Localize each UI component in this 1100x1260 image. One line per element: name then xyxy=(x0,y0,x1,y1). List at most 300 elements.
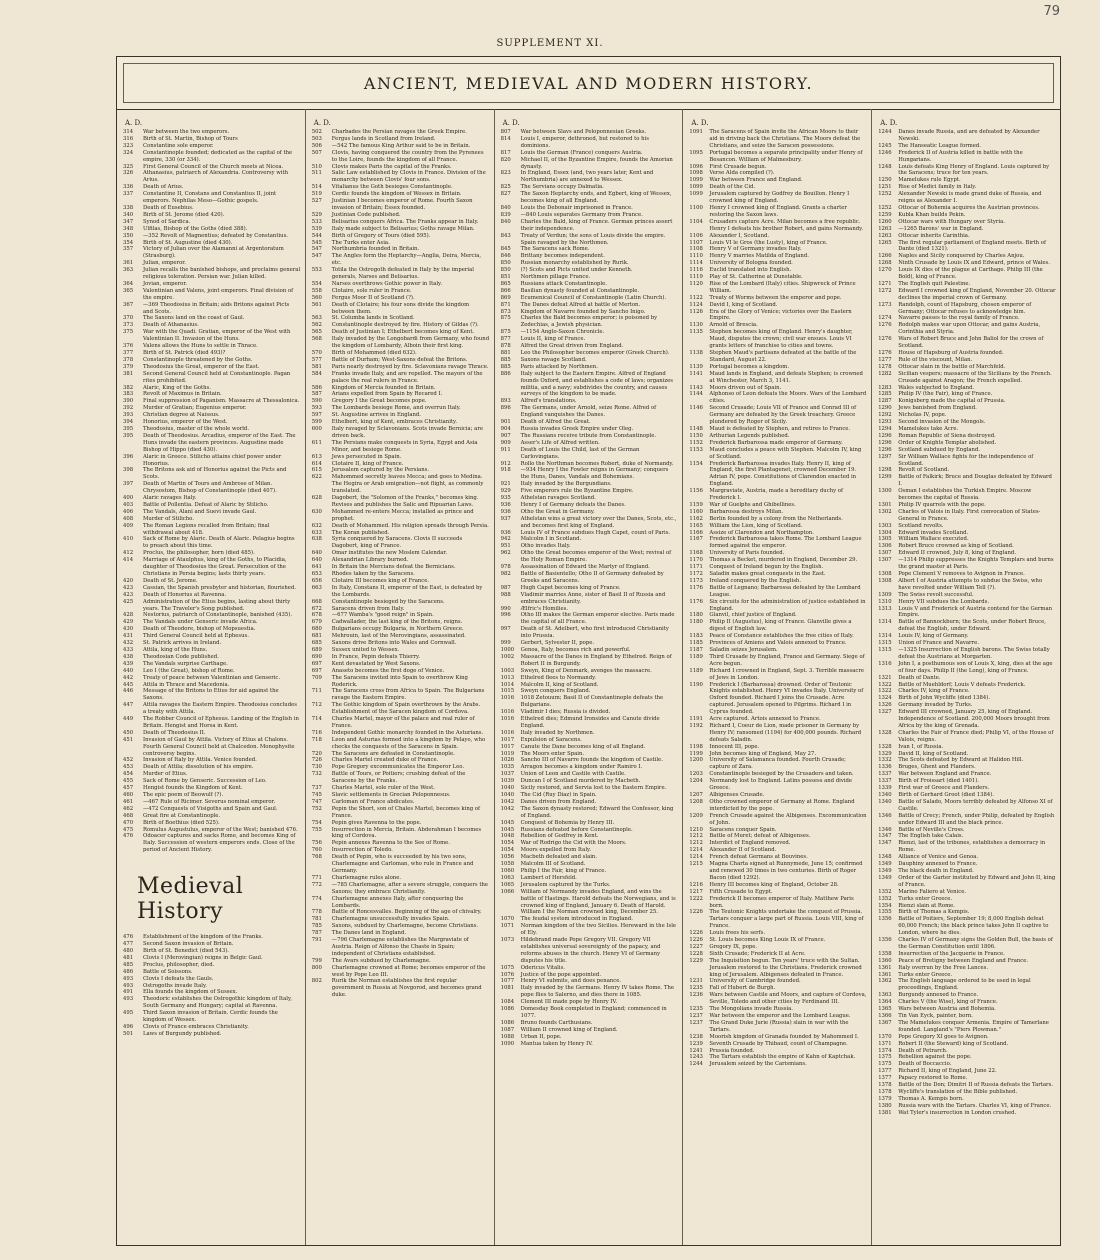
entry-year: 1042 xyxy=(500,798,515,805)
history-entry xyxy=(312,827,490,841)
entry-text: Birth of Thomas a Kempis. xyxy=(898,909,970,916)
entry-year: 501 xyxy=(123,1030,134,1037)
history-entry xyxy=(689,295,867,302)
history-entry xyxy=(312,302,490,316)
entry-year: 539 xyxy=(311,225,322,232)
history-entry xyxy=(312,474,490,495)
entry-year: 565 xyxy=(311,329,322,336)
history-entry xyxy=(878,1020,1056,1034)
entries-list xyxy=(878,129,1056,1117)
title-band xyxy=(117,57,1060,110)
entry-year: 1241 xyxy=(689,1047,703,1054)
history-entry xyxy=(123,1031,301,1038)
entry-year: 1162 xyxy=(689,515,703,522)
entry-text: Sack of Rome by Genseric. Succession of Leo. xyxy=(143,778,267,785)
entry-text: The Danes defeat Alfred at battle of Merton. xyxy=(520,301,641,308)
history-entry xyxy=(501,281,679,288)
entry-text: Italy ravaged by Sclavonians. Scots invade Bernicia; are driven back. xyxy=(331,425,483,439)
entry-text: Death of Athanasius. xyxy=(143,322,199,329)
entry-text: Moorish kingdom of Granada founded by Mahommed I. xyxy=(709,1033,859,1040)
entry-text: —840 Louis separates Germany from France. xyxy=(520,211,643,218)
entry-text: Crusaders capture Acre. Milan becomes a free republic. Henry I defeats his brother Robert, and gains Normandy. xyxy=(709,218,864,232)
entry-text: Frederick II becomes emperor of Italy. Matthew Paris born. xyxy=(709,895,854,909)
entry-text: Urban II, pope. xyxy=(520,1033,562,1040)
history-entry xyxy=(123,170,301,184)
entry-text: Independent Gothic monarchy founded in the Asturians. xyxy=(331,729,484,736)
entry-text: Cassian, the Spanish presbyter and historian, flourished. xyxy=(143,584,297,591)
entry-year: 1299 xyxy=(878,474,892,481)
history-entry xyxy=(123,433,301,454)
entry-text: Italy invaded by the Germans. Henry IV takes Rome. The pope flies to Salerno, and dies there in 1085. xyxy=(520,985,674,999)
entry-year: 381 xyxy=(123,370,134,377)
entry-year: 772 xyxy=(311,881,322,888)
entry-year: 1298 xyxy=(878,467,892,474)
entry-year: 1273 xyxy=(878,301,892,308)
entry-text: Moors driven out of Spain. xyxy=(709,384,782,391)
history-entry xyxy=(501,488,679,495)
entry-year: 325 xyxy=(123,163,134,170)
entry-text: Norman kingdom of the two Sicilies. Hereward in the Isle of Ely. xyxy=(520,923,677,937)
entry-year: 433 xyxy=(123,646,134,653)
entry-year: 544 xyxy=(311,232,322,239)
entry-text: University of Salamanca founded. Fourth Crusade; capture of Zara. xyxy=(709,757,846,771)
columns xyxy=(117,109,1060,1245)
history-entry xyxy=(501,668,679,675)
entry-year: 533 xyxy=(311,218,322,225)
entry-text: (?) Scots and Picts united under Kenneth. xyxy=(520,267,633,274)
entry-text: Marino Faliero at Venice. xyxy=(898,888,967,895)
entry-text: Alfred the Great driven from England. xyxy=(520,343,624,350)
history-entry xyxy=(123,626,301,633)
history-entry xyxy=(501,1034,679,1041)
entry-year: 936 xyxy=(500,501,511,508)
entry-text: Russia wars with the Tartars. Charles VI, king of France. xyxy=(898,1102,1052,1109)
entry-text: Kent devastated by West Saxons. xyxy=(331,660,421,667)
history-entry xyxy=(123,212,301,219)
history-entry xyxy=(312,785,490,792)
column-4 xyxy=(683,109,872,1245)
entry-text: Verse Alda compiled (?). xyxy=(709,170,775,177)
entry-year: 873 xyxy=(500,308,511,315)
history-entry xyxy=(878,509,1056,523)
entry-year: 450 xyxy=(123,729,134,736)
entry-text: Victory of Julian over the Alamanni at Argentoratum (Strasburg). xyxy=(143,246,284,260)
entry-text: Turks enter Greece. xyxy=(898,895,953,902)
entry-year: 697 xyxy=(311,667,322,674)
entry-text: Era of the Glory of Venice; victories over the Eastern Empire. xyxy=(709,308,852,322)
entry-year: 1349 xyxy=(878,867,892,874)
history-entry xyxy=(501,640,679,647)
entry-year: 1327 xyxy=(878,709,892,716)
entry-year: 697 xyxy=(311,660,322,667)
entry-year: 781 xyxy=(311,916,322,923)
entry-text: Edward I crowned king of England, November 20. Ottocar declines the imperial crown of Germany. xyxy=(898,287,1056,301)
entry-text: Henry VII subdues the Lombards. xyxy=(898,598,990,605)
entry-text: —1154 Anglo-Saxon Chronicle. xyxy=(520,329,605,336)
entry-year: 613 xyxy=(311,453,322,460)
entry-text: Ulfilas, Bishop of the Goths (died 388). xyxy=(143,225,248,232)
entry-text: Ottocar inherits Carinthia. xyxy=(898,232,970,239)
history-entry xyxy=(123,523,301,537)
entry-text: Canute the Dane becomes king of all England. xyxy=(520,743,646,750)
entry-text: The Saracens are defeated in Constantinople. xyxy=(331,750,455,757)
entry-year: 1314 xyxy=(878,619,892,626)
entry-text: Kubla Khan builds Pekin. xyxy=(898,211,966,218)
history-entry xyxy=(689,433,867,440)
entry-year: 877 xyxy=(500,336,511,343)
entry-text: Margraviate, Austria, made a hereditary duchy of Frederick I. xyxy=(709,488,843,502)
entry-year: 337 xyxy=(123,191,134,198)
entry-text: The Germans, under Arnold, seize Rome. Alfred of England vanquishes the Danes. xyxy=(520,405,657,419)
entry-text: Bruno founds Carthusians. xyxy=(520,1019,593,1026)
entry-year: 468 xyxy=(123,812,134,819)
entry-text: Death of Martin of Tours and Ambrose of Milan. Chrysostom, Bishop of Constantinople (died 407). xyxy=(143,481,277,495)
entry-year: 1297 xyxy=(878,453,892,460)
history-entry xyxy=(689,364,867,371)
entry-year: 630 xyxy=(311,508,322,515)
entry-text: Ivan I, of Russia. xyxy=(898,743,944,750)
entry-year: 689 xyxy=(311,646,322,653)
history-entry xyxy=(312,564,490,571)
entry-text: Wales subjected to England. xyxy=(898,384,975,391)
entry-text: Louis I, emperor, dethroned, but restored to his dominions. xyxy=(520,135,649,149)
entry-text: Moors expelled from Italy. xyxy=(520,847,592,854)
history-entry xyxy=(312,585,490,599)
history-entry xyxy=(501,461,679,468)
history-entry xyxy=(312,150,490,164)
history-entry xyxy=(312,916,490,923)
history-entry xyxy=(123,833,301,854)
column-1 xyxy=(117,109,306,1245)
entry-text: War with the Quadi. Gratian, emperor of the West with Valentinian II. Invasion of the Huns. xyxy=(143,329,291,343)
history-entry xyxy=(501,398,679,405)
entry-text: The black death in England. xyxy=(898,867,974,874)
history-entry xyxy=(878,543,1056,550)
history-entry xyxy=(878,709,1056,730)
history-entry xyxy=(878,1096,1056,1103)
entry-text: Justinian I becomes emperor of Rome. Fourth Saxon invasion of Britain; Essex founded. xyxy=(331,198,473,211)
entry-year: 1251 xyxy=(878,184,892,191)
entry-year: 663 xyxy=(311,584,322,591)
entry-year: 1346 xyxy=(878,826,892,833)
entry-year: 1056 xyxy=(500,854,515,861)
entry-year: 547 xyxy=(311,253,322,260)
history-entry xyxy=(878,433,1056,440)
history-entry xyxy=(312,357,490,364)
entry-year: 1198 xyxy=(689,743,703,750)
entry-text: Konigsberg made the capital of Prussia. xyxy=(898,398,1006,405)
entry-text: The Cid (Ruy Diaz) in Spain. xyxy=(520,792,597,798)
entry-text: Pepin annexes Ravenna to the See of Rome. xyxy=(331,840,450,847)
history-entry xyxy=(312,454,490,461)
history-entry xyxy=(312,930,490,937)
history-entry xyxy=(312,619,490,626)
entry-text: Malcolm I in Scotland. xyxy=(520,536,582,543)
history-entry xyxy=(689,246,867,253)
entry-year: 462 xyxy=(123,805,134,812)
entry-text: David II, king of Scotland. xyxy=(898,750,969,757)
entry-year: 846 xyxy=(500,253,511,260)
history-entry xyxy=(312,329,490,336)
entry-year: 570 xyxy=(311,350,322,356)
history-entry xyxy=(501,184,679,191)
entry-text: In Britain the Mercians defeat the Bernicians. xyxy=(331,564,456,571)
history-entry xyxy=(689,281,867,295)
entry-year: 1246 xyxy=(878,149,892,156)
history-entry xyxy=(878,744,1056,751)
entry-text: Omar institutes the new Moslem Calendar. xyxy=(331,550,448,557)
history-entry xyxy=(312,626,490,633)
entry-text: Peace of Constance establishes the free cities of Italy. xyxy=(709,633,854,640)
entry-text: Nicholas IV, pope. xyxy=(898,412,947,419)
history-entry xyxy=(123,364,301,371)
entry-text: Totila the Ostrogoth defeated in Italy by the imperial generals, Narses and Belisarius. xyxy=(331,267,474,281)
entry-text: —542 The famous King Arthur said to be in Britain. xyxy=(331,142,471,149)
entry-text: Clovis I (Merovingian) reigns in Belgic Gaul. xyxy=(143,954,263,961)
entry-text: Second Crusade; Louis VII of France and Conrad III of Germany are defeated by the Greek treachery. Greece plundered by Roger of Sicily. xyxy=(709,405,857,426)
entry-text: Death of Theodore, bishop of Mopsuestia. xyxy=(143,626,256,633)
history-entry xyxy=(501,550,679,564)
entry-text: William Wallace executed. xyxy=(898,536,969,543)
entry-year: 850 xyxy=(500,260,511,267)
entry-text: Death of Eusebius. xyxy=(143,204,194,211)
entry-year: 807 xyxy=(500,129,511,135)
entry-year: 1263 xyxy=(878,225,892,232)
entry-year: 814 xyxy=(500,135,511,142)
entry-text: Battle of Muret; defeat of Albigenses. xyxy=(709,833,811,840)
entry-year: 1360 xyxy=(878,957,892,964)
history-entry xyxy=(878,447,1056,454)
history-entry xyxy=(123,454,301,468)
entry-year: 1114 xyxy=(689,260,703,267)
entry-text: Northumbria founded in Britain. xyxy=(331,246,420,253)
entry-year: 869 xyxy=(500,294,511,301)
entry-text: Ethelbert, king of Kent, embraces Christianity. xyxy=(331,419,458,426)
entry-text: First war of Greece and Flanders. xyxy=(898,785,990,792)
history-entry xyxy=(689,322,867,329)
entry-text: Wat Tyler's insurrection in London crushed. xyxy=(898,1109,1017,1116)
history-entry xyxy=(123,143,301,150)
entry-year: 1250 xyxy=(878,177,892,184)
history-entry xyxy=(878,557,1056,571)
entry-year: 1124 xyxy=(689,301,703,308)
entry-year: 1378 xyxy=(878,1082,892,1089)
entry-year: 1016 xyxy=(500,729,515,736)
entry-text: Julian, emperor. xyxy=(143,260,186,267)
history-entry xyxy=(878,267,1056,281)
history-entry xyxy=(501,315,679,329)
entry-year: 357 xyxy=(123,246,134,253)
history-entry xyxy=(501,744,679,751)
history-entry xyxy=(501,274,679,281)
entry-text: Scotland subdued by England. xyxy=(898,446,981,453)
entry-text: Charles Martel created duke of France. xyxy=(331,757,439,764)
history-entry xyxy=(123,941,301,948)
entry-text: Ireland conquered by the English. xyxy=(709,577,802,584)
entry-year: 392 xyxy=(123,405,134,412)
entry-text: Glanvil, chief justice of England. xyxy=(709,612,797,619)
entry-year: 1237 xyxy=(689,1013,703,1019)
history-entry xyxy=(501,516,679,530)
entry-text: Birth of Gerhard Groot (died 1384). xyxy=(898,792,994,798)
history-entry xyxy=(312,792,490,799)
entry-text: Charles of Valois in Italy. First convocation of States-General in France. xyxy=(898,508,1041,522)
history-entry xyxy=(501,502,679,509)
entry-text: Establishment of the kingdom of the Franks. xyxy=(143,934,263,941)
entry-year: 475 xyxy=(123,826,134,833)
entry-year: 1042 xyxy=(500,805,515,812)
history-entry xyxy=(312,806,490,820)
entry-year: 918 xyxy=(500,467,511,474)
entry-text: Rebellion of Godfrey in Kent. xyxy=(520,833,599,840)
entry-text: Sweyn conquers England. xyxy=(520,688,591,695)
entry-year: 1216 xyxy=(689,881,703,888)
entry-year: 496 xyxy=(123,1023,134,1030)
entry-year: 1271 xyxy=(878,280,892,287)
history-entry xyxy=(689,585,867,599)
entry-year: 1270 xyxy=(878,267,892,274)
entry-year: 754 xyxy=(311,819,322,826)
entry-year: 1287 xyxy=(878,398,892,405)
entry-text: Saxons, subdued by Charlemagne, become Christians. xyxy=(331,923,479,930)
entry-text: Invasion of Gaul by Attila. Victory of Etius at Chalons. Fourth General Council held at Chalcedon. Monophysite controversy begins. xyxy=(143,736,295,757)
history-entry xyxy=(123,516,301,523)
entry-text: Valentinian and Valens, joint emperors. Final division of the empire. xyxy=(143,287,294,301)
history-entry xyxy=(689,958,867,979)
entry-year: 1185 xyxy=(689,640,703,647)
history-entry xyxy=(312,267,490,281)
entry-text: The English take Calais. xyxy=(898,833,964,840)
entry-text: Michael II, of the Byzantine Empire, founds the Amorian dynasty. xyxy=(520,156,673,170)
entry-text: Union of Leon and Castile with Castile. xyxy=(520,771,626,778)
history-entry xyxy=(689,847,867,854)
history-entry xyxy=(878,129,1056,143)
history-entry xyxy=(123,405,301,412)
history-entry xyxy=(878,150,1056,164)
entry-text: The Vandals, Alani and Suevi invade Gaul. xyxy=(143,508,257,515)
entry-year: 1364 xyxy=(878,999,892,1006)
entry-text: The Mamelukes conquer Armenia. Empire of Tamerlane founded. Langland's "Piers Plowman." xyxy=(898,1019,1049,1033)
entry-text: John becomes king of England, May 27. xyxy=(709,750,817,757)
history-entry xyxy=(501,364,679,371)
entry-year: 875 xyxy=(500,315,511,322)
entry-text: Philip IV (the Fair), king of France. xyxy=(898,391,993,398)
entry-text: Pope Gregory XI goes to Avignon. xyxy=(898,1033,989,1040)
entry-text: Leon and Asturias formed into a kingdom by Pelayo, who checks the conquests of the Saracens in Spain. xyxy=(331,736,486,750)
history-entry xyxy=(689,260,867,267)
entry-year: 711 xyxy=(311,688,322,695)
entry-text: Death of Mohammed. His religion spreads through Persia. xyxy=(331,522,489,529)
history-entry xyxy=(878,1068,1056,1075)
entry-text: Cerdic founds the kingdom of Wessex in Britain. xyxy=(331,191,462,198)
history-entry xyxy=(123,260,301,267)
entry-text: Henry V marries Matilda of England. xyxy=(709,253,809,260)
history-entry xyxy=(689,833,867,840)
entry-year: 1374 xyxy=(878,1047,892,1054)
entry-text: Justinian Code published. xyxy=(331,211,401,218)
entry-year: 1266 xyxy=(878,253,892,260)
entry-text: French defeat Germans at Bouvines. xyxy=(709,854,808,861)
history-entry xyxy=(878,778,1056,785)
entry-year: 323 xyxy=(123,142,134,149)
entry-text: Philip IV quarrels with the pope. xyxy=(898,501,986,508)
entry-text: Charlemagne crowned at Rome; becomes emperor of the west by Pope Leo III. xyxy=(331,964,486,978)
entry-year: 1017 xyxy=(500,736,515,743)
history-entry xyxy=(689,205,867,219)
history-entry xyxy=(878,909,1056,916)
history-entry xyxy=(123,578,301,585)
entry-year: 1148 xyxy=(689,425,703,432)
entry-year: 397 xyxy=(123,481,134,488)
entry-text: Frederick Barbarossa takes Rome. The Lombard League formed against the emperor. xyxy=(709,536,862,550)
history-entry xyxy=(312,965,490,979)
entry-text: Rurik the Norman establishes the first regular government in Russia at Novgorod, and becomes grand duke. xyxy=(331,978,482,999)
entry-text: Genoa, Italy, becomes rich and powerful. xyxy=(520,646,631,653)
entry-text: Anaseto becomes the first doge of Venice. xyxy=(331,667,445,674)
history-entry xyxy=(501,999,679,1006)
column-3 xyxy=(495,109,684,1245)
entry-year: 896 xyxy=(500,405,511,412)
entry-text: Athanasius, patriarch of Alexandria. Controversy with Arius. xyxy=(143,170,289,184)
entry-year: 1026 xyxy=(500,757,515,764)
entry-year: 881 xyxy=(500,350,511,356)
entry-year: 1375 xyxy=(878,1054,892,1061)
entry-year: 912 xyxy=(500,460,511,467)
entry-year: 396 xyxy=(123,453,134,460)
entry-text: Theodosian Code published. xyxy=(143,653,219,660)
history-entry xyxy=(312,606,490,613)
entry-text: Clovis makes Paris the capital of the Franks. xyxy=(331,163,452,170)
entry-text: The Russians receive tribute from Constantinople. xyxy=(520,432,657,439)
entry-text: Danes driven from England. xyxy=(520,798,597,805)
entry-year: 716 xyxy=(311,729,322,736)
history-entry xyxy=(878,896,1056,903)
entry-year: 545 xyxy=(311,239,322,246)
entry-text: Papacy restored to Rome. xyxy=(898,1075,968,1082)
entry-text: Play of St. Catherine at Dunstable. xyxy=(709,274,803,281)
history-entry xyxy=(312,226,490,233)
entry-text: Navarre passes to the royal family of France. xyxy=(898,315,1020,322)
entry-text: The first regular parliament of England meets. Birth of Dante (died 1321). xyxy=(898,239,1046,253)
entry-year: 653 xyxy=(311,571,322,577)
entry-year: 1119 xyxy=(689,274,703,281)
entry-year: 1176 xyxy=(689,598,703,605)
entry-text: Italy overrun by the Free Lances. xyxy=(898,964,988,971)
entry-text: Frederick I (Barbarossa) drowned. Order of Teutonic Knights established. Henry VI invades Italy. University of Oxford founded. Richard I joins the Crusade. Acre captured. Jerusalem opened to Pilgrims. Richard I in Cyprus founded. xyxy=(709,681,864,716)
entry-text: William of Normandy invades England, and wins the battle of Hastings. Harold defeats the Norwegians, and is crowned king of England, January 6. Death of Harold. William I the Norman crowned king, December 25. xyxy=(520,888,676,916)
history-entry xyxy=(878,592,1056,599)
entry-text: Death of Attila; dissolution of his empire. xyxy=(143,764,254,771)
entry-text: Death of Alfred the Great. xyxy=(520,419,591,426)
entry-year: 348 xyxy=(123,225,134,232)
entry-year: 640 xyxy=(311,550,322,557)
entry-year: 414 xyxy=(123,557,134,564)
entry-year: 1292 xyxy=(878,412,892,419)
entry-year: 1081 xyxy=(500,985,515,992)
history-entry xyxy=(501,246,679,253)
entry-year: 1237 xyxy=(689,1019,703,1026)
entry-year: 1086 xyxy=(500,1019,515,1026)
entry-text: Synod of Sardica. xyxy=(143,218,191,225)
history-entry xyxy=(312,958,490,965)
history-entry xyxy=(689,771,867,778)
entry-year: 597 xyxy=(311,412,322,419)
history-entry xyxy=(123,267,301,281)
entry-year: 1107 xyxy=(689,239,703,246)
entry-text: Battle of Roncesvalles. Beginning of the age of chivalry. xyxy=(331,909,482,916)
history-entry xyxy=(878,916,1056,937)
entry-year: 778 xyxy=(311,909,322,916)
